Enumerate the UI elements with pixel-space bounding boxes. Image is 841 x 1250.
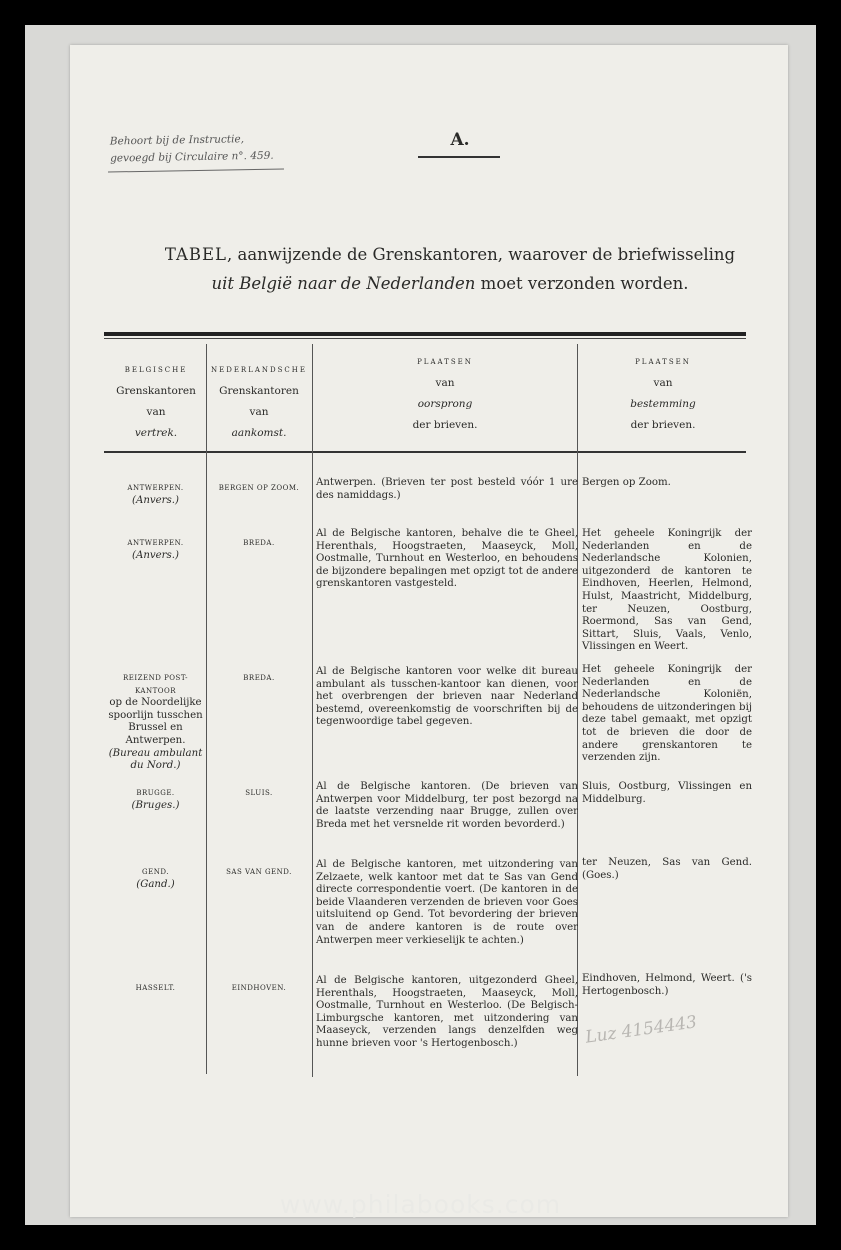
- table-row-3-destinations: Het geheele Koningrijk der Nederlanden en de Nederlandsche Koloniën, behoudens de uitzonderingen bij deze tabel gemaakt, met opzigt tot de brieven die door de andere grenskantoren te verzenden zijn.: [582, 664, 752, 764]
- table-row-3-origin-places: Al de Belgische kantoren voor welke dit bureau ambulant als tusschen-kantoor kan dienen, voor het overbrengen der brieven naar Nederland bestemd, overeenkomstig de voorschriften bij de tegenwoordige tabel gegeven.: [316, 666, 578, 728]
- table-row-1-origin-office: ANTWERPEN. (Anvers.): [127, 484, 184, 506]
- stamp-line-2: gevoegd bij Circulaire n°. 459.: [110, 149, 274, 165]
- table-row-4-dest-office: SLUIS.: [245, 789, 273, 797]
- table-row-6-dest-office: EINDHOVEN.: [231, 984, 287, 992]
- title-line-1: , aanwijzende de Grenskantoren, waarover de briefwisseling: [227, 245, 736, 264]
- table-row-2-origin-places: Al de Belgische kantoren, behalve die te Gheel, Herenthals, Hoogstraeten, Maaseyck, Moll, Oostmalle, Turnhout en Westerloo, en behoudens de bijzondere bepalingen met opzigt tot de andere grenskantoren vastgesteld.: [316, 528, 578, 590]
- table-row-1-origin-places: Antwerpen. (Brieven ter post besteld vóór 1 ure des namiddags.): [316, 477, 578, 501]
- table-row-6-origin-places: Al de Belgische kantoren, uitgezonderd Gheel, Herenthals, Hoogstraeten, Maaseyck, Moll, Oostmalle, Turnhout en Westerloo. (De Belgisch-Limburgsche kantoren, met uitzondering van Maaseyck, verzenden langs denzelfden weg hunne brieven voor 's Hertogenbosch.): [316, 975, 578, 1049]
- table-row-4-origin-office: BRUGGE. (Bruges.): [131, 789, 180, 811]
- table-row-5-origin-places: Al de Belgische kantoren, met uitzondering van Zelzaete, welk kantoor met dat te Sas van Gend directe correspondentie voert. (De kantoren in de beide Vlaanderen verzenden de brieven voor Goes uitsluitend op Gend. Tot bevordering der brieven van de andere kantoren is de route over Antwerpen meer verkieselijk te achten.): [316, 859, 578, 946]
- table-row-5-origin-office: GEND. (Gand.): [136, 868, 175, 890]
- header-col-3: PLAATSEN van oorsprong der brieven.: [412, 358, 478, 431]
- header-col-1: BELGISCHE Grenskantoren van vertrek.: [116, 366, 196, 439]
- table-row-1-destinations: Bergen op Zoom.: [582, 477, 671, 488]
- table-header-rule: [104, 451, 746, 453]
- table-top-rule: [104, 332, 746, 336]
- table-row-3-origin-office: REIZEND POST-KANTOOR op de Noordelijke spoorlijn tusschen Brussel en Antwerpen. (Bureau ambulant du Nord.): [108, 674, 203, 772]
- title-lead: TABEL: [164, 245, 228, 264]
- table-top-thin-rule: [104, 338, 746, 339]
- title-line-2-italic: uit België naar de Nederlanden: [211, 274, 476, 293]
- page-title: [100, 240, 800, 298]
- column-divider-2: [312, 344, 313, 1077]
- table-row-2-dest-office: BREDA.: [243, 539, 275, 547]
- section-letter: A.: [450, 130, 470, 150]
- stamp-line-1: Behoort bij de Instructie,: [109, 133, 245, 148]
- table-row-6-destinations: Eindhoven, Helmond, Weert. ('s Hertogenbosch.): [582, 973, 752, 997]
- table-row-1-dest-office: BERGEN OP ZOOM.: [218, 484, 300, 492]
- table-row-2-destinations: Het geheele Koningrijk der Nederlanden en de Nederlandsche Kolonien, uitgezonderd de kantoren te Eindhoven, Heerlen, Helmond, Hulst, Maastricht, Middelburg, ter Neuzen, Oostburg, Roermond, Sas van Gend, Sittart, Sluis, Vaals, Venlo, Vlissingen en Weert.: [582, 528, 752, 653]
- table-row-4-origin-places: Al de Belgische kantoren. (De brieven van Antwerpen voor Middelburg, ter post bezorgd na de laatste verzending naar Brugge, zullen over Breda met het versnelde rit worden bevorderd.): [316, 781, 578, 830]
- section-letter-rule: [418, 156, 500, 158]
- instruction-stamp: [110, 130, 286, 167]
- title-line-2: moet verzonden worden.: [475, 274, 689, 293]
- header-col-2: NEDERLANDSCHE Grenskantoren van aankomst.: [210, 366, 308, 439]
- table-row-4-destinations: Sluis, Oostburg, Vlissingen en Middelburg.: [582, 781, 752, 805]
- table-row-6-origin-office: HASSELT.: [135, 984, 176, 992]
- table-row-5-dest-office: SAS VAN GEND.: [226, 868, 292, 876]
- header-col-4: PLAATSEN van bestemming der brieven.: [630, 358, 696, 431]
- watermark-text: www.philabooks.com: [279, 1190, 562, 1219]
- pencil-annotation: Luz 4154443: [584, 1012, 699, 1048]
- column-divider-1: [206, 344, 207, 1074]
- table-row-2-origin-office: ANTWERPEN. (Anvers.): [127, 539, 184, 561]
- table-row-3-dest-office: BREDA.: [243, 674, 275, 682]
- table-row-5-destinations: ter Neuzen, Sas van Gend. (Goes.): [582, 857, 752, 881]
